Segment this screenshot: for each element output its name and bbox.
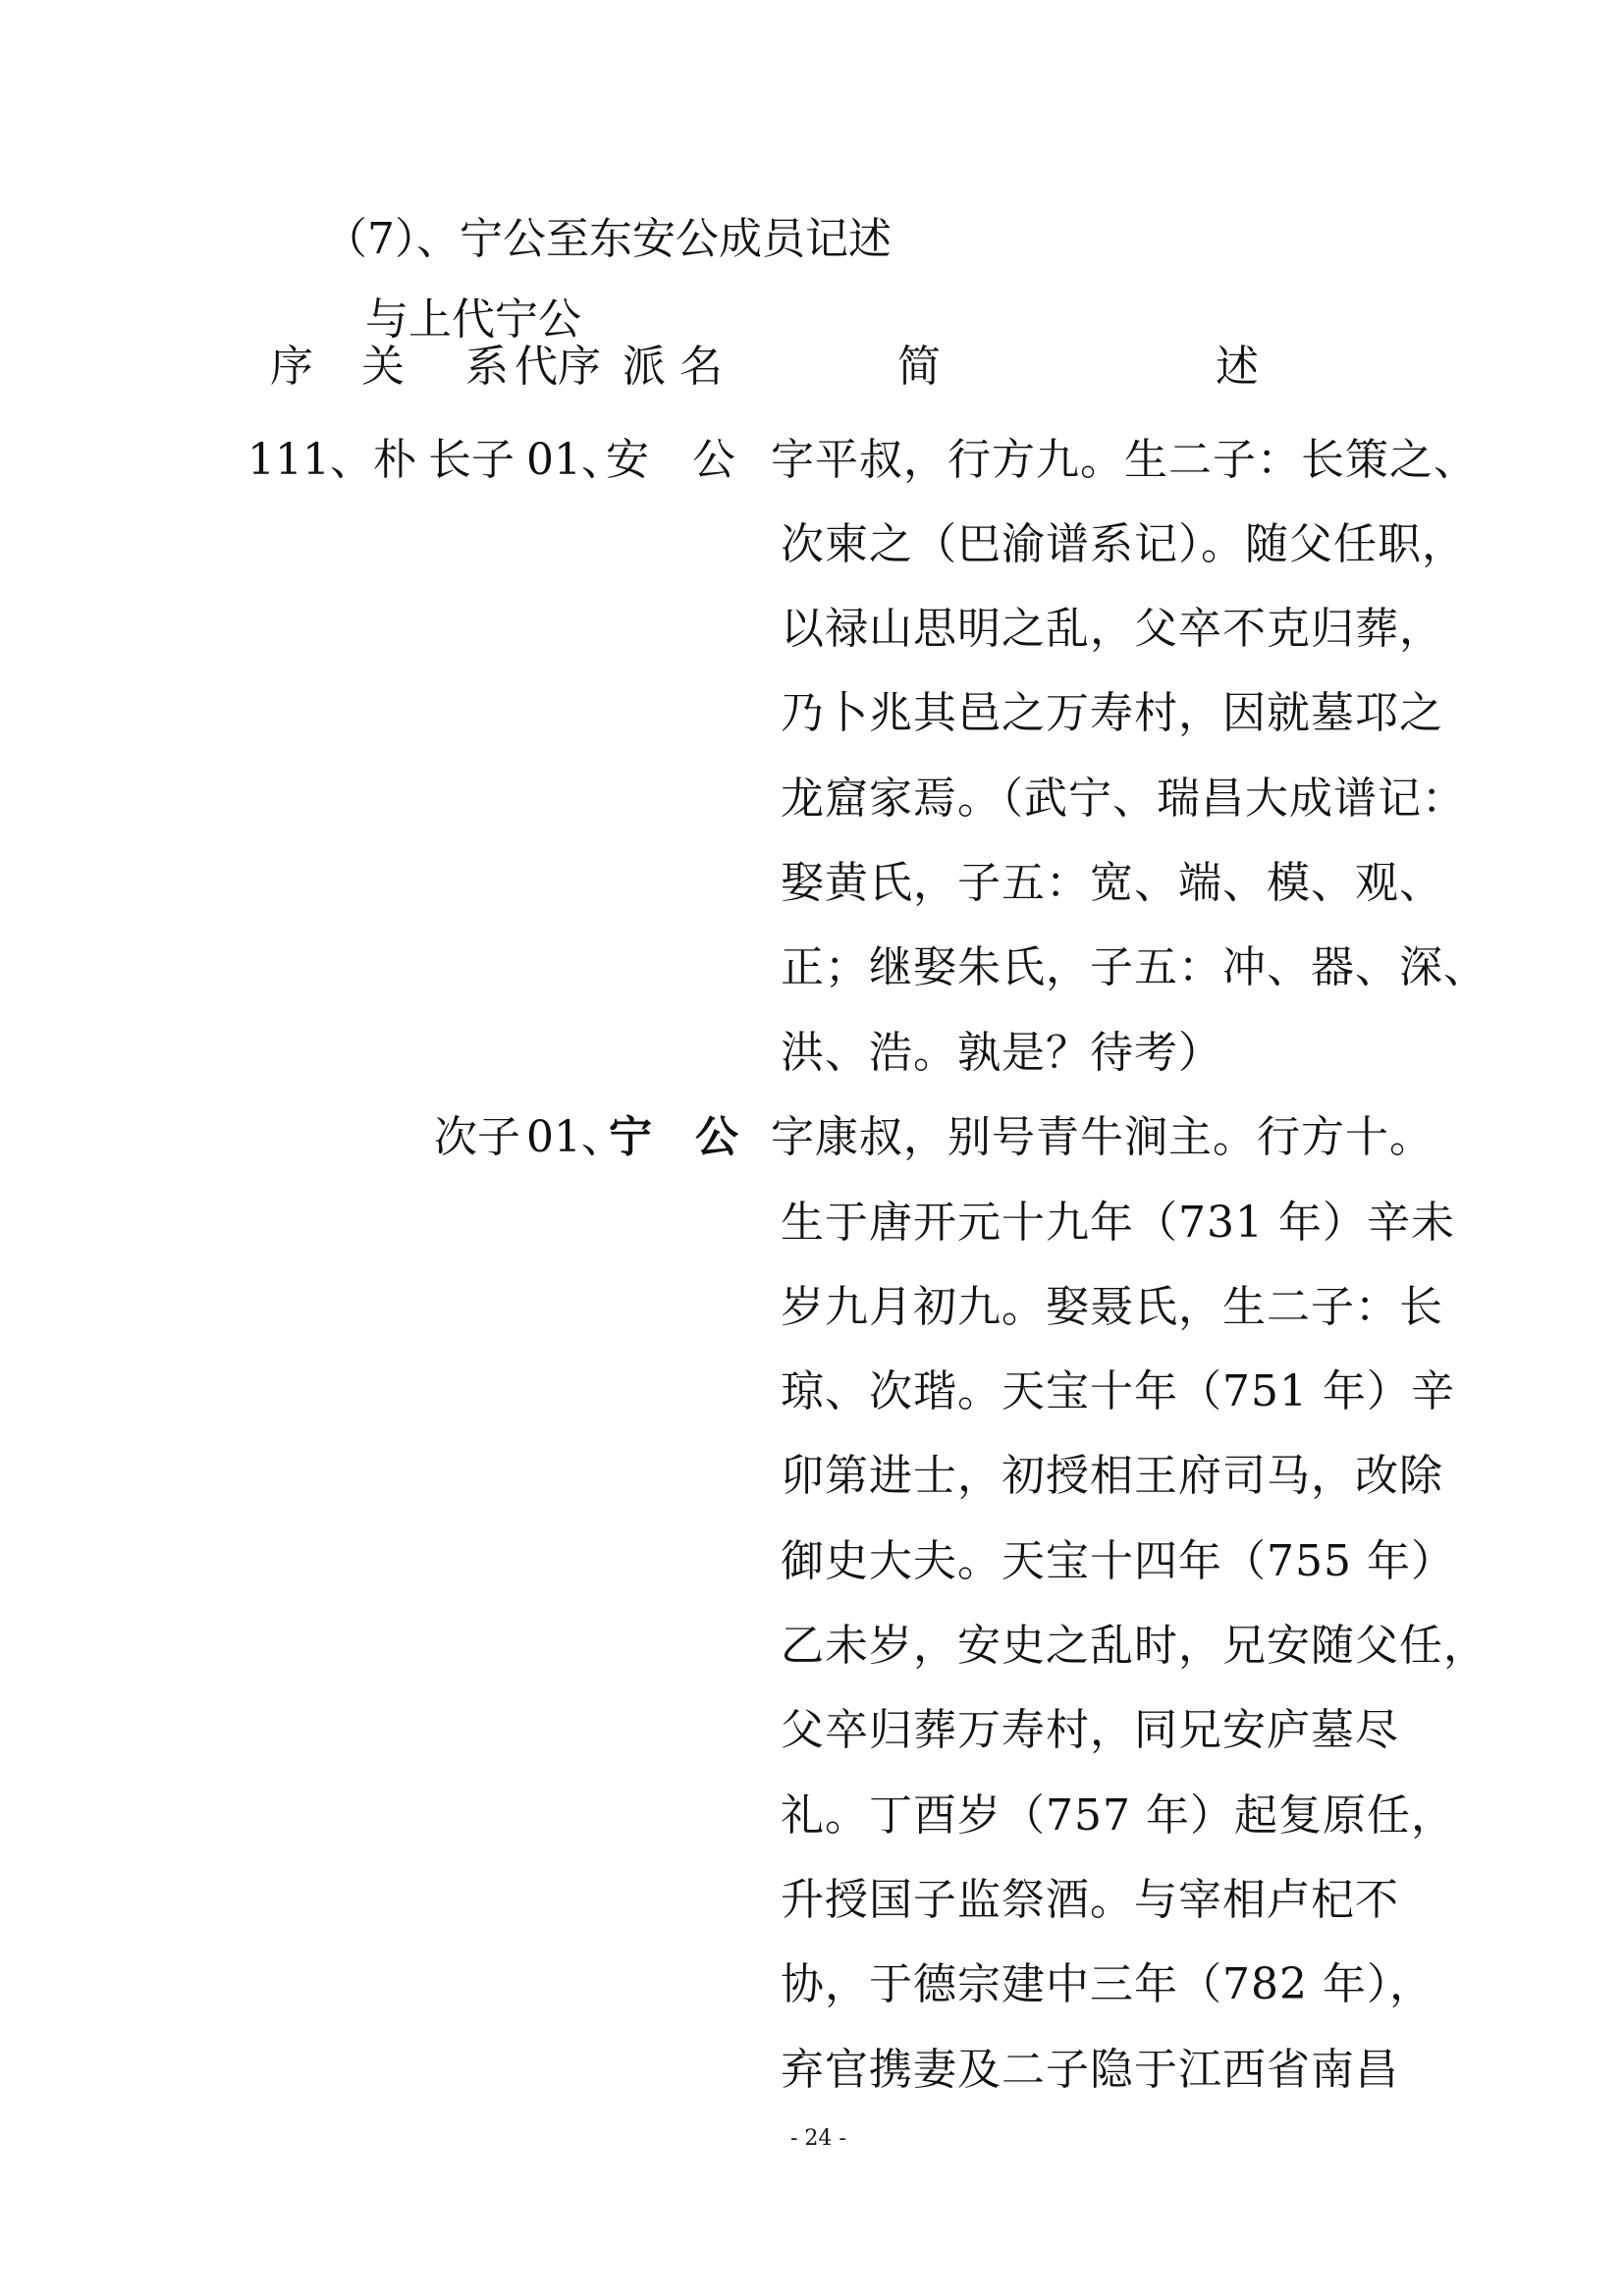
entry-relation: 次子 — [434, 1112, 520, 1162]
desc-line: 父卒归葬万寿村，同兄安庐墓尽 — [781, 1705, 1399, 1755]
header-relation-top: 与上代宁公 — [365, 294, 581, 345]
desc-line: 协，于德宗建中三年（782 年）， — [781, 1959, 1434, 2009]
desc-line: 乙未岁，安史之乱时，兄安随父任， — [781, 1621, 1488, 1671]
entry-name: 宁 公 — [609, 1112, 738, 1162]
header-seq: 序 — [270, 342, 313, 392]
entry-relation: 长子 — [428, 435, 514, 485]
desc-line: 弃官携妻及二子隐于江西省南昌 — [781, 2045, 1399, 2095]
header-relation-a: 关 — [361, 342, 405, 392]
entry-seq: 111、朴 — [247, 435, 416, 485]
entry-generation: 01、 — [526, 1112, 624, 1162]
header-desc-a: 简 — [897, 342, 941, 392]
desc-line: 琼、次瑎。天宝十年（751 年）辛 — [781, 1366, 1455, 1416]
section-title: （7）、宁公至东安公成员记述 — [324, 214, 892, 264]
desc-line: 龙窟家焉。（武宁、瑞昌大成谱记： — [781, 774, 1466, 824]
desc-line: 字康叔，别号青牛涧主。行方十。 — [771, 1112, 1434, 1162]
desc-line: 次柬之（巴渝谱系记）。随父任职， — [781, 519, 1466, 569]
desc-line: 礼。丁酉岁（757 年）起复原任， — [781, 1790, 1455, 1841]
desc-line: 升授国子监祭酒。与宰相卢杞不 — [781, 1875, 1399, 1925]
desc-line: 岁九月初九。娶聂氏，生二子：长 — [781, 1282, 1443, 1332]
page-number: - 24 - — [790, 2126, 846, 2151]
desc-line: 字平叔，行方九。生二子：长策之、 — [771, 435, 1478, 485]
header-name: 派 名 — [623, 342, 723, 392]
header-relation-b: 系 — [465, 342, 509, 392]
desc-line: 卯第进士，初授相王府司马，改除 — [781, 1451, 1443, 1501]
header-generation: 代序 — [514, 342, 601, 392]
desc-line: 以禄山思明之乱，父卒不克归葬， — [781, 604, 1443, 654]
entry-generation: 01、 — [526, 435, 624, 485]
desc-line: 正；继娶朱氏，子五：冲、器、深、 — [781, 942, 1488, 992]
desc-line: 生于唐开元十九年（731 年）辛未 — [781, 1198, 1455, 1248]
entry-name: 安 公 — [606, 435, 735, 485]
desc-line: 娶黄氏，子五：宽、端、模、观、 — [781, 858, 1443, 908]
desc-line: 洪、浩。孰是？待考） — [781, 1028, 1222, 1078]
desc-line: 御史大夫。天宝十四年（755 年） — [781, 1536, 1455, 1586]
header-desc-b: 述 — [1216, 342, 1259, 392]
desc-line: 乃卜兆其邑之万寿村，因就墓邛之 — [781, 688, 1443, 738]
